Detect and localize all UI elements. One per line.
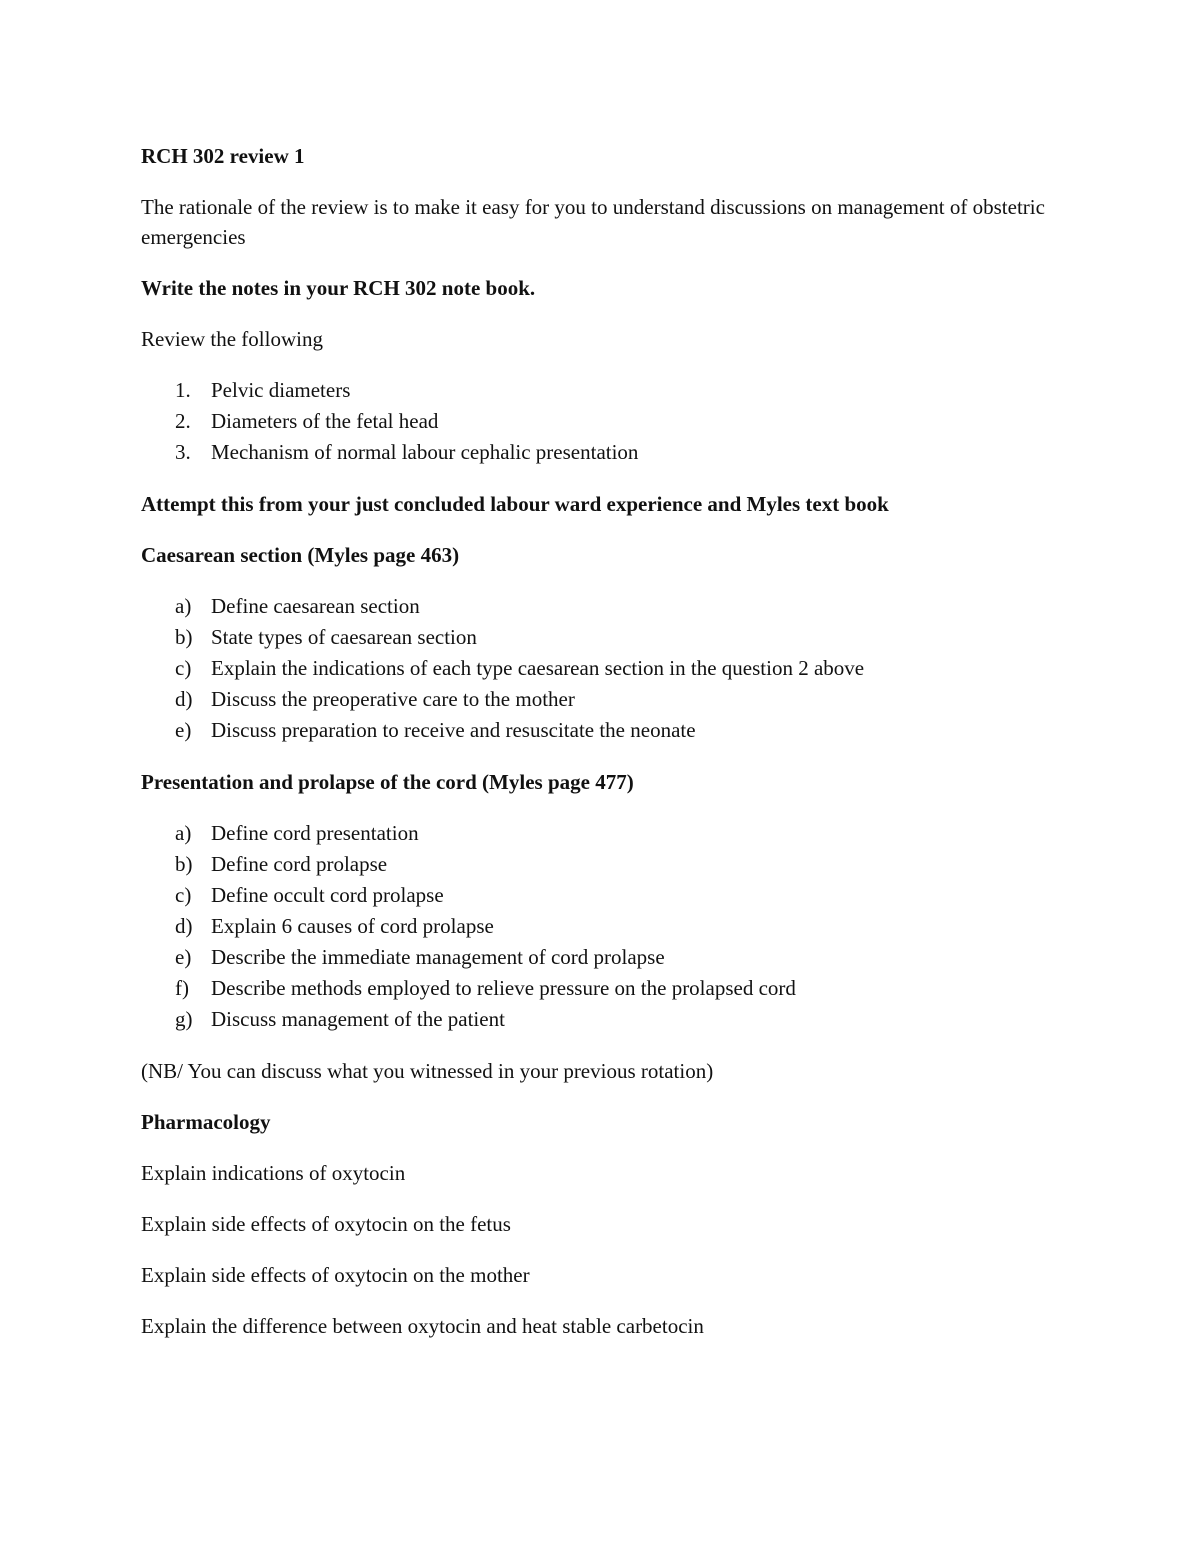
cord-heading: Presentation and prolapse of the cord (Myles page 477) — [141, 770, 634, 794]
list-item-text: Describe the immediate management of cord prolapse — [211, 945, 665, 969]
pharmacology-line: Explain side effects of oxytocin on the fetus — [141, 1212, 511, 1236]
list-item-text: Diameters of the fetal head — [211, 409, 439, 433]
list-item-text: Discuss management of the patient — [211, 1007, 505, 1031]
list-item-text: Define cord presentation — [211, 821, 419, 845]
list-marker: g) — [175, 1007, 193, 1031]
list-item-text: Define occult cord prolapse — [211, 883, 444, 907]
instruction-heading: Write the notes in your RCH 302 note book. — [141, 276, 536, 300]
attempt-heading: Attempt this from your just concluded labour ward experience and Myles text book — [141, 492, 889, 516]
list-marker: a) — [175, 821, 192, 845]
list-item-text: Define caesarean section — [211, 594, 420, 618]
pharmacology-line: Explain indications of oxytocin — [141, 1161, 406, 1185]
list-item-text: Explain the indications of each type caesarean section in the question 2 above — [211, 656, 865, 680]
list-marker: f) — [175, 976, 189, 1000]
review-intro: Review the following — [141, 327, 323, 351]
review-list — [141, 375, 1061, 468]
list-item — [141, 684, 1061, 715]
list-item — [141, 375, 1061, 406]
list-item — [141, 1004, 1061, 1035]
list-item — [141, 911, 1061, 942]
list-marker: e) — [175, 945, 192, 969]
list-marker: b) — [175, 625, 193, 649]
list-marker: 3. — [175, 440, 191, 464]
list-item-text: Describe methods employed to relieve pressure on the prolapsed cord — [211, 976, 796, 1000]
list-item — [141, 973, 1061, 1004]
pharmacology-line: Explain the difference between oxytocin and heat stable carbetocin — [141, 1314, 704, 1338]
document-title: RCH 302 review 1 — [141, 144, 305, 168]
list-item — [141, 849, 1061, 880]
pharmacology-line: Explain side effects of oxytocin on the mother — [141, 1263, 530, 1287]
list-item — [141, 942, 1061, 973]
list-marker: b) — [175, 852, 193, 876]
list-item — [141, 880, 1061, 911]
list-item — [141, 818, 1061, 849]
list-item-text: Discuss preparation to receive and resuscitate the neonate — [211, 718, 696, 742]
list-marker: d) — [175, 914, 193, 938]
caesarean-heading: Caesarean section (Myles page 463) — [141, 543, 460, 567]
list-marker: e) — [175, 718, 192, 742]
list-marker: 2. — [175, 409, 191, 433]
list-item — [141, 622, 1061, 653]
list-marker: a) — [175, 594, 192, 618]
list-marker: 1. — [175, 378, 191, 402]
pharmacology-heading: Pharmacology — [141, 1110, 271, 1134]
list-item-text: Explain 6 causes of cord prolapse — [211, 914, 494, 938]
list-item — [141, 715, 1061, 746]
list-marker: c) — [175, 883, 192, 907]
list-marker: c) — [175, 656, 192, 680]
list-marker: d) — [175, 687, 193, 711]
list-item-text: Define cord prolapse — [211, 852, 388, 876]
caesarean-list — [141, 591, 1061, 746]
list-item-text: Mechanism of normal labour cephalic presentation — [211, 440, 639, 464]
cord-list — [141, 818, 1061, 1035]
list-item — [141, 406, 1061, 437]
list-item — [141, 437, 1061, 468]
rationale-paragraph: The rationale of the review is to make it easy for you to understand discussions on management of obstetric emergencies — [141, 195, 1045, 249]
list-item-text: State types of caesarean section — [211, 625, 477, 649]
list-item-text: Discuss the preoperative care to the mother — [211, 687, 575, 711]
document-page — [141, 141, 1061, 1362]
list-item-text: Pelvic diameters — [211, 378, 351, 402]
cord-note: (NB/ You can discuss what you witnessed in your previous rotation) — [141, 1059, 714, 1083]
list-item — [141, 591, 1061, 622]
list-item — [141, 653, 1061, 684]
